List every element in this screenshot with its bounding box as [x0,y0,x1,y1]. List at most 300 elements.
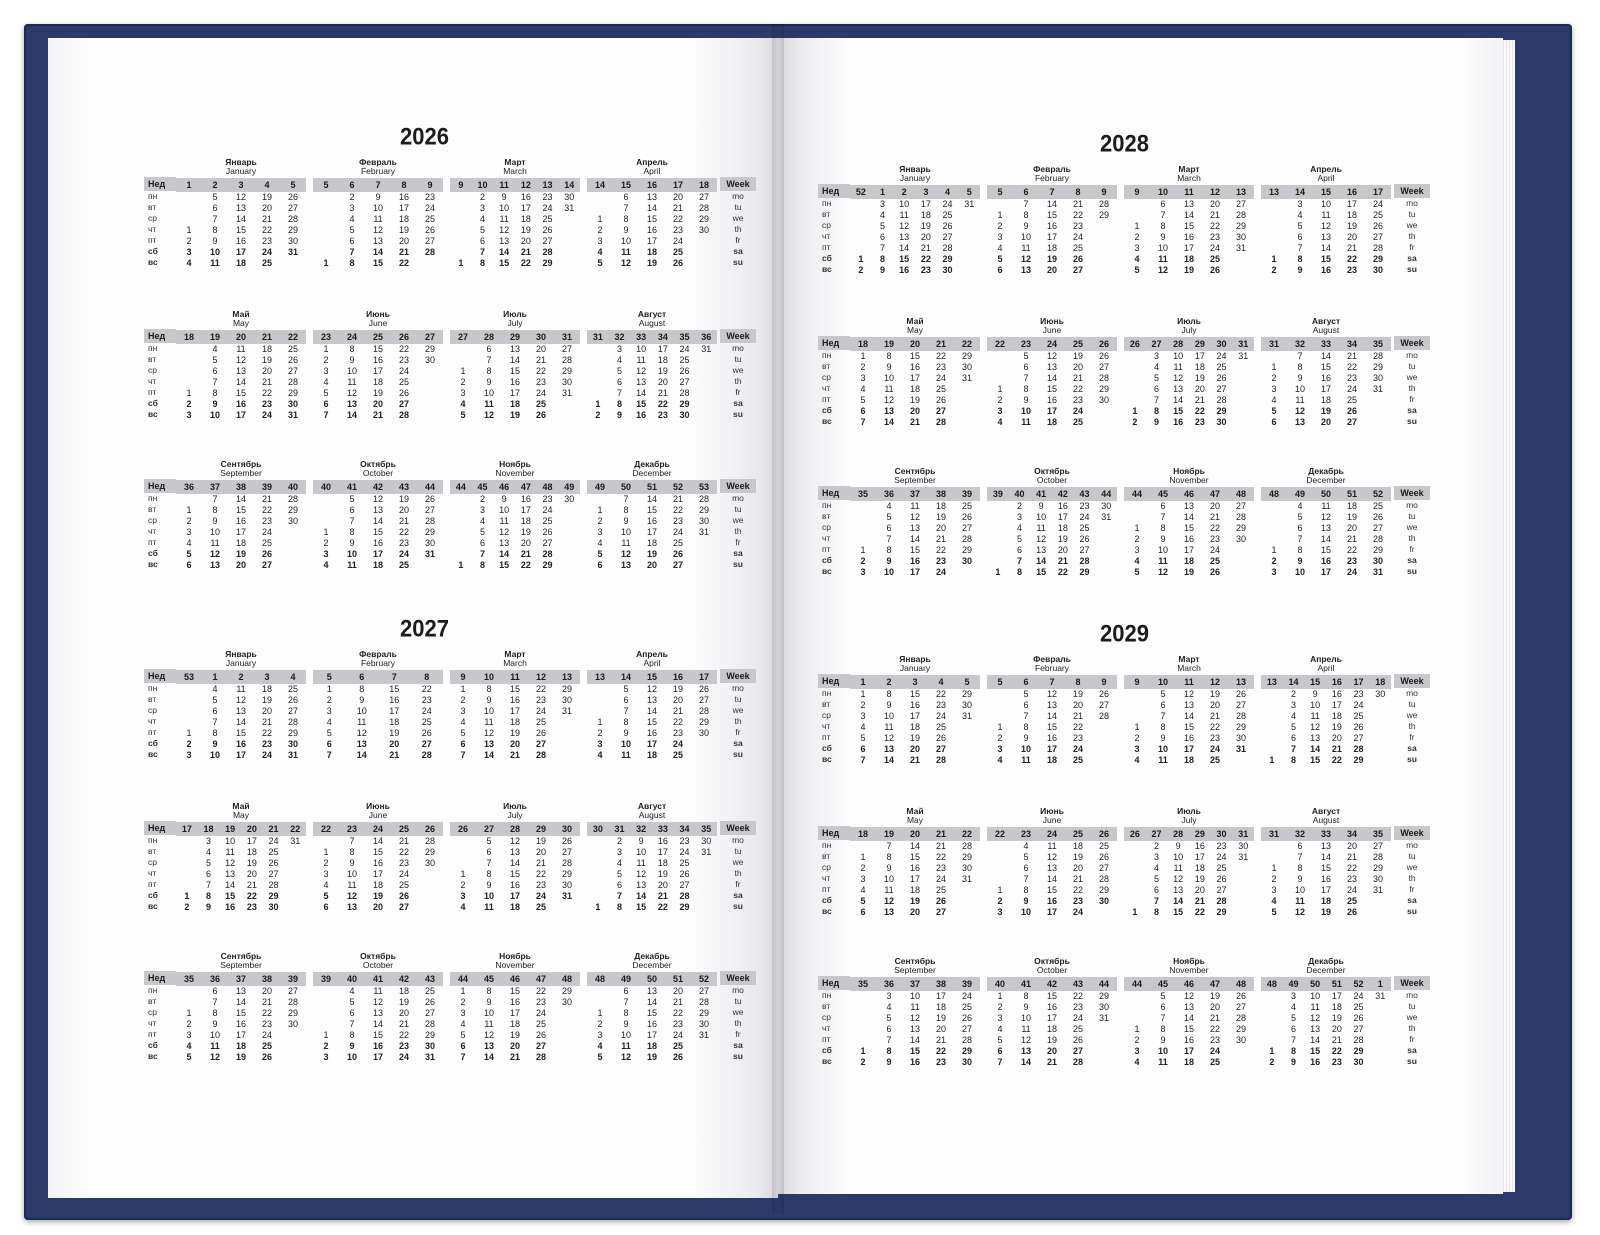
day-row [850,545,980,556]
day-cell: 2 [323,355,329,365]
day-cell: 31 [287,247,298,257]
day-cell: 7 [617,388,623,398]
day-cell: 24 [268,836,279,846]
day-cell: 12 [483,410,494,420]
day-label-en: sa [733,738,743,748]
day-cell: 15 [235,505,246,515]
day-cell: 27 [679,880,690,890]
day-cell [417,258,443,269]
day-cell: 21 [672,494,683,504]
day-cell: 25 [1098,841,1109,851]
day-cell: 29 [1372,863,1383,873]
day-row [587,388,717,399]
day-cell: 29 [1098,991,1109,1001]
day-cell: 22 [1346,362,1357,372]
day-row [987,991,1117,1002]
day-label-en: th [734,1018,742,1028]
day-cell [987,863,1013,874]
day-cell: 9 [486,377,492,387]
day-cell: 21 [261,377,272,387]
day-cell: 4 [997,417,1003,427]
day-cell: 11 [1310,711,1320,721]
day-cell: 4 [460,717,466,727]
week-number: 47 [1209,979,1220,989]
day-cell: 28 [1098,199,1109,209]
day-cell: 26 [1216,874,1227,884]
day-cell: 3 [997,1013,1003,1023]
day-cell [1124,700,1150,711]
day-cell [954,567,980,578]
day-cell: 21 [261,997,272,1007]
day-cell: 7 [1160,512,1166,522]
day-cell [587,344,609,355]
week-number: 25 [398,824,409,834]
day-label: чт [822,383,831,393]
day-row [313,538,443,549]
day-row [450,494,580,505]
day-cell: 5 [323,388,329,398]
day-cell: 5 [1297,512,1303,522]
day-cell [313,247,339,258]
day-cell: 1 [460,684,466,694]
day-cell: 6 [886,1024,892,1034]
month-name-ru: Октябрь [360,951,396,961]
day-cell: 2 [1134,733,1140,743]
day-row [1261,362,1391,373]
day-cell: 26 [398,891,409,901]
day-cell: 14 [1020,1057,1031,1067]
week-labels-en [1394,957,1430,1067]
day-cell: 17 [398,203,409,213]
week-header: Нед [818,674,850,688]
day-cell: 13 [1183,1002,1194,1012]
week-number: 29 [535,824,546,834]
day-cell: 22 [1331,1046,1342,1056]
day-cell: 10 [1036,512,1047,522]
day-cell: 28 [698,706,709,716]
day-cell: 1 [186,728,192,738]
day-cell: 7 [460,1052,466,1062]
day-cell [1228,755,1254,766]
week-header-en: Week [1394,826,1430,840]
day-row [176,516,306,527]
day-cell [554,750,580,761]
month-block [176,952,306,1082]
day-cell: 31 [561,388,572,398]
day-row [176,717,306,728]
day-cell: 8 [1023,210,1029,220]
day-cell: 3 [997,406,1003,416]
day-cell: 25 [542,214,553,224]
week-numbers [450,822,580,836]
day-row [1261,210,1391,221]
day-cell: 7 [860,417,866,427]
day-cell: 24 [398,869,409,879]
day-row [850,1013,980,1024]
day-row [987,417,1117,428]
day-row [1261,885,1391,896]
month-name-ru: Июль [1177,806,1201,816]
day-label-en: mo [732,835,744,845]
week-numbers [850,827,980,841]
day-row [176,858,306,869]
month-name-ru: Февраль [1033,164,1071,174]
day-label-en: fr [1409,1034,1415,1044]
day-cell: 19 [389,728,400,738]
day-label: пн [148,683,158,693]
day-label: ср [822,220,831,230]
day-cell: 2 [1269,1057,1275,1067]
day-row [850,254,980,265]
month-block [850,317,980,447]
day-cell: 30 [961,700,972,710]
day-cell: 3 [323,1052,329,1062]
day-cell [176,880,198,891]
day-cell: 4 [206,847,212,857]
day-cell: 13 [1173,885,1184,895]
month-block [987,655,1117,785]
day-cell: 7 [880,243,886,253]
month-name-en: February [360,166,395,176]
day-cell: 28 [535,1052,546,1062]
day-cell [587,858,609,869]
day-cell: 25 [398,880,409,890]
day-label-en: th [1408,721,1416,731]
day-cell: 17 [509,1008,520,1018]
day-row [587,1019,717,1030]
day-labels [818,467,850,577]
day-cell: 16 [646,1019,657,1029]
day-row [587,717,717,728]
week-number: 2 [886,677,892,687]
day-cell [417,399,443,410]
week-numbers [987,487,1117,501]
month-name-en: November [1169,965,1209,975]
day-cell [176,192,202,203]
day-cell: 20 [646,560,657,570]
day-cell: 31 [1372,885,1383,895]
day-row [176,1019,306,1030]
day-cell: 18 [1183,556,1194,566]
day-cell: 22 [935,689,946,699]
day-cell: 13 [883,406,894,416]
month-name-en: March [503,658,527,668]
day-cell: 26 [1372,512,1383,522]
day-cell: 18 [646,247,657,257]
day-row [176,750,306,761]
day-cell: 7 [1160,711,1166,721]
day-cell: 20 [1046,1046,1057,1056]
week-number: 39 [961,489,972,499]
week-number: 50 [1320,489,1331,499]
day-cell: 25 [535,399,546,409]
day-row [176,560,306,571]
week-number: 48 [1268,489,1279,499]
day-cell: 26 [1072,1035,1083,1045]
day-cell: 5 [480,527,486,537]
day-row [1124,523,1254,534]
day-cell: 15 [646,505,657,515]
day-row [1261,852,1391,863]
week-number: 5 [997,677,1003,687]
day-cell: 18 [372,377,383,387]
day-cell: 31 [1238,351,1249,361]
day-cell [1124,874,1146,885]
day-cell: 20 [261,366,272,376]
day-cell: 22 [535,684,546,694]
day-cell: 16 [1320,265,1331,275]
day-cell: 11 [1021,243,1031,253]
day-cell: 12 [483,1030,494,1040]
day-cell: 8 [623,1008,629,1018]
day-cell: 11 [621,1041,631,1051]
day-cell: 9 [1023,395,1029,405]
day-cell: 30 [424,538,435,548]
left-page [48,38,778,1198]
week-number: 3 [264,672,270,682]
day-row [587,516,717,527]
day-cell: 12 [235,355,246,365]
day-cell [1261,1002,1283,1013]
day-cell: 5 [1160,689,1166,699]
day-cell: 25 [1072,755,1083,765]
day-cell: 23 [920,265,931,275]
day-cell: 31 [701,847,712,857]
day-cell: 3 [186,750,192,760]
day-label-en: sa [1407,555,1417,565]
day-label: вт [148,202,157,212]
day-cell [1261,232,1287,243]
day-cell [587,377,609,388]
day-cell: 24 [1209,1046,1220,1056]
day-cell: 7 [486,858,492,868]
book-spine [772,24,784,1214]
month-block [850,165,980,295]
day-row [850,417,980,428]
day-row [1261,395,1391,406]
day-cell: 12 [1294,907,1305,917]
day-cell: 11 [1158,755,1168,765]
day-cell [1261,351,1287,362]
day-cell: 10 [209,750,220,760]
day-cell: 10 [346,549,357,559]
day-cell: 23 [421,695,432,705]
day-cell [176,684,202,695]
day-labels [144,952,176,1062]
day-cell: 28 [1372,243,1383,253]
week-number: 24 [372,824,383,834]
week-numbers [313,178,443,192]
day-cell [176,355,202,366]
day-cell [450,494,472,505]
day-cell: 21 [1072,874,1083,884]
day-cell: 15 [1046,210,1057,220]
day-cell: 9 [1297,373,1303,383]
day-cell: 30 [1375,689,1386,699]
day-cell [1091,243,1117,254]
day-cell: 21 [1331,1035,1342,1045]
day-row [587,410,717,421]
week-numbers [587,670,717,684]
day-cell: 15 [1173,907,1184,917]
day-row [850,991,980,1002]
day-cell: 4 [886,501,892,511]
day-cell [1369,733,1391,744]
day-cell: 6 [349,505,355,515]
day-cell: 19 [509,410,520,420]
day-row [1124,232,1254,243]
day-cell: 21 [1046,1057,1057,1067]
day-cell [1124,395,1146,406]
week-labels-en [720,802,756,912]
day-cell: 27 [961,1024,972,1034]
day-row [176,986,306,997]
day-row [176,366,306,377]
week-number: 23 [1020,829,1031,839]
day-cell: 17 [1194,852,1205,862]
day-cell: 12 [1046,689,1057,699]
day-row [176,494,306,505]
week-number: 9 [1101,187,1107,197]
day-cell: 20 [372,902,383,912]
day-cell: 14 [1046,199,1057,209]
day-cell: 15 [1183,221,1194,231]
day-cell: 29 [1235,221,1246,231]
day-cell: 2 [1134,1035,1140,1045]
day-cell: 14 [235,494,246,504]
day-row [313,399,443,410]
day-cell: 18 [1320,896,1331,906]
day-label: сб [822,555,832,565]
day-cell: 10 [1157,1046,1168,1056]
day-cell: 26 [1353,722,1364,732]
day-cell: 15 [509,869,520,879]
day-row [313,728,443,739]
day-cell [1091,406,1117,417]
day-row [587,538,717,549]
day-cell: 9 [486,997,492,1007]
day-cell: 19 [646,258,657,268]
month-name-ru: Март [1178,164,1200,174]
day-label: пт [148,537,157,547]
week-number: 11 [1184,677,1194,687]
day-cell: 2 [349,192,355,202]
day-cell: 19 [935,512,946,522]
day-cell: 10 [883,874,894,884]
day-cell: 1 [1271,863,1277,873]
month-name-en: December [632,468,672,478]
week-number: 37 [909,489,920,499]
day-cell: 4 [997,1024,1003,1034]
day-cell: 16 [899,265,910,275]
day-cell: 16 [1183,1035,1194,1045]
day-row [1124,534,1254,545]
day-cell: 29 [1372,254,1383,264]
day-cell: 23 [1209,733,1220,743]
day-cell: 3 [186,410,192,420]
day-row [850,700,980,711]
day-cell [987,512,1009,523]
day-label-en: mo [732,343,744,353]
day-cell: 9 [1154,417,1160,427]
day-cell: 24 [1072,406,1083,416]
day-cell: 28 [1235,210,1246,220]
day-cell: 28 [424,516,435,526]
day-cell: 26 [561,836,572,846]
day-cell: 16 [372,1041,383,1051]
day-row [450,236,580,247]
day-cell: 6 [186,560,192,570]
day-cell: 1 [1134,1024,1140,1034]
day-cell: 18 [235,258,246,268]
day-cell: 13 [646,192,657,202]
day-cell: 24 [935,373,946,383]
day-cell: 1 [1134,221,1140,231]
day-cell [450,847,476,858]
day-cell [695,366,717,377]
day-cell: 14 [1036,556,1047,566]
day-row [313,203,443,214]
day-cell: 15 [909,351,920,361]
day-cell [1124,991,1150,1002]
day-row [176,684,306,695]
day-cell: 6 [326,739,332,749]
day-cell: 5 [860,733,866,743]
day-cell: 11 [373,986,383,996]
week-number: 18 [857,339,868,349]
day-cell: 1 [997,384,1003,394]
day-cell: 22 [535,986,546,996]
day-cell: 5 [186,1052,192,1062]
day-cell: 26 [672,258,683,268]
day-cell: 25 [268,847,279,857]
day-row [313,1008,443,1019]
day-label-en: tu [734,996,742,1006]
day-cell: 30 [961,556,972,566]
day-cell: 16 [646,225,657,235]
day-cell [1369,700,1391,711]
day-cell [1124,885,1146,896]
day-cell: 19 [1072,852,1083,862]
day-cell: 25 [1353,711,1364,721]
week-number: 10 [1157,187,1168,197]
day-cell: 16 [509,880,520,890]
day-row [1261,744,1391,755]
week-numbers [176,822,306,836]
month-block [450,460,580,590]
day-cell: 13 [346,902,357,912]
day-cell [587,203,613,214]
day-cell: 8 [349,258,355,268]
day-row [313,869,443,880]
day-cell: 6 [1297,232,1303,242]
day-row [587,377,717,388]
day-row [450,399,580,410]
day-cell [313,236,339,247]
day-cell: 10 [636,344,647,354]
day-label-en: mo [1406,688,1418,698]
day-row [587,1030,717,1041]
day-cell: 11 [621,750,631,760]
day-cell: 24 [1079,512,1090,522]
day-cell: 19 [1209,991,1220,1001]
day-cell: 28 [1372,351,1383,361]
day-cell: 24 [535,706,546,716]
day-cell: 11 [1021,417,1031,427]
day-row [450,225,580,236]
week-header: Нед [144,669,176,683]
day-cell: 8 [1291,755,1297,765]
